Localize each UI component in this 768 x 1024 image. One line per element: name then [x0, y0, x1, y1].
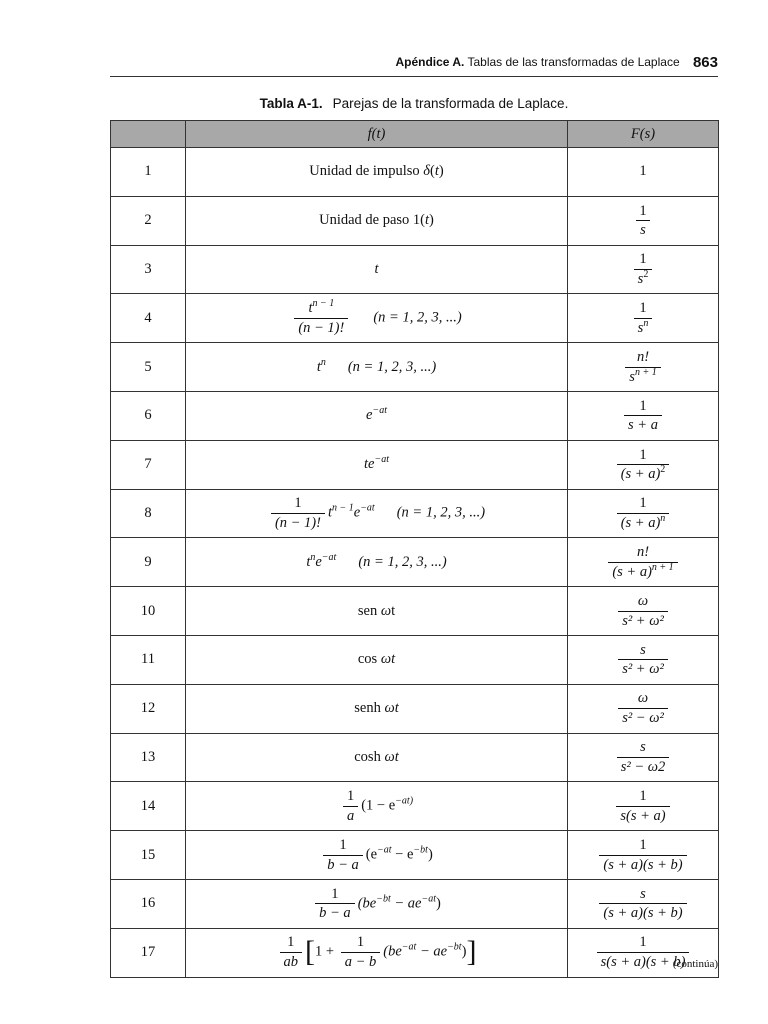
f-cell: $\frac{t^{n - 1}}{(n - 1)!}$ (n = 1, 2, 3, ...)	[186, 294, 568, 343]
table-row	[111, 879, 719, 928]
F-cell: $\frac{1}{s^n}$	[568, 294, 719, 343]
f-cell: t	[186, 245, 568, 294]
F-cell: $\frac{1}{(s + a)^n}$	[568, 489, 719, 538]
f-cell: cos ωt	[186, 635, 568, 684]
F-cell: $\frac{1}{s(s + a)}$	[568, 782, 719, 831]
f-cell: Unidad de impulso δ(t)	[186, 148, 568, 197]
row-number: 6	[111, 391, 186, 440]
continued-note: (continúa)	[672, 958, 718, 970]
table-row	[111, 831, 719, 880]
table-row	[111, 635, 719, 684]
f-cell: $e^{-at}$	[186, 391, 568, 440]
row-number: 7	[111, 440, 186, 489]
f-cell: $\frac{1}{(n - 1)!}$ $t^{n - 1}e^{-at}$ (n = 1, 2, 3, ...)	[186, 489, 568, 538]
table-row	[111, 684, 719, 733]
row-number: 2	[111, 196, 186, 245]
F-cell: $\frac{n!}{s^{n + 1}}$	[568, 343, 719, 392]
header-section: Apéndice A.	[395, 55, 465, 69]
header-index	[111, 121, 186, 148]
F-cell: $\frac{\omega}{\text{s² − ω²}}$	[568, 684, 719, 733]
row-number: 11	[111, 635, 186, 684]
f-cell: $\frac{1}{b - a}$ $(be^{-bt} - ae^{-at})$	[186, 879, 568, 928]
caption-label: Tabla A-1.	[259, 96, 323, 111]
table-row	[111, 294, 719, 343]
table-row	[111, 538, 719, 587]
row-number: 16	[111, 879, 186, 928]
F-cell: $\frac{1}{s^2}$	[568, 245, 719, 294]
row-number: 13	[111, 733, 186, 782]
row-number: 17	[111, 928, 186, 977]
f-cell: $t^ne^{-at}$ (n = 1, 2, 3, ...)	[186, 538, 568, 587]
F-cell: $\frac{1}{s}$	[568, 196, 719, 245]
f-cell: cosh ωt	[186, 733, 568, 782]
table-caption	[110, 96, 718, 111]
f-cell: $te^{-at}$	[186, 440, 568, 489]
row-number: 15	[111, 831, 186, 880]
f-cell: $\frac{1}{a}$ ($1 - e^{-at)}$	[186, 782, 568, 831]
running-header	[110, 50, 718, 77]
caption-text: Parejas de la transformada de Laplace.	[332, 96, 569, 111]
table-row	[111, 733, 719, 782]
f-cell: $\frac{1}{ab}$ [1 + $\frac{1}{a - b}$ $(be^{-at} - ae^{-bt})$]	[186, 928, 568, 977]
table-row	[111, 196, 719, 245]
row-number: 4	[111, 294, 186, 343]
table-row	[111, 489, 719, 538]
table-row	[111, 782, 719, 831]
table-row	[111, 343, 719, 392]
f-cell: $t^n$ (n = 1, 2, 3, ...)	[186, 343, 568, 392]
table-header-row	[111, 121, 719, 148]
table-row	[111, 440, 719, 489]
F-cell: $\frac{1}{(s + a)^2}$	[568, 440, 719, 489]
row-number: 3	[111, 245, 186, 294]
page-number: 863	[692, 54, 718, 71]
F-cell: $\frac{n!}{(s + a)^{n + 1}}$	[568, 538, 719, 587]
f-cell: sen ωt	[186, 587, 568, 636]
table-row	[111, 148, 719, 197]
table-row	[111, 391, 719, 440]
row-number: 5	[111, 343, 186, 392]
row-number: 14	[111, 782, 186, 831]
F-cell: $\frac{s}{\text{s² − ω2}}$	[568, 733, 719, 782]
row-number: 8	[111, 489, 186, 538]
table-row	[111, 928, 719, 977]
header-line	[395, 53, 718, 70]
row-number: 12	[111, 684, 186, 733]
header-Fs: F(s)	[568, 121, 719, 148]
laplace-table	[110, 120, 719, 978]
f-cell: senh ωt	[186, 684, 568, 733]
row-number: 9	[111, 538, 186, 587]
F-cell: $\frac{\omega}{\text{s² + ω²}}$	[568, 587, 719, 636]
F-cell: $\frac{s}{\text{s² + ω²}}$	[568, 635, 719, 684]
row-number: 1	[111, 148, 186, 197]
F-cell: $\frac{1}{(s + a)(s + b)}$	[568, 831, 719, 880]
table-row	[111, 245, 719, 294]
f-cell: $\frac{1}{b - a}$ $(e^{-at} - e^{-bt})$	[186, 831, 568, 880]
header-title: Tablas de las transformadas de Laplace	[467, 55, 680, 69]
F-cell: 1	[568, 148, 719, 197]
F-cell: $\frac{s}{(s + a)(s + b)}$	[568, 879, 719, 928]
f-cell: Unidad de paso 1(t)	[186, 196, 568, 245]
F-cell: $\frac{1}{s + a}$	[568, 391, 719, 440]
header-ft: f(t)	[186, 121, 568, 148]
row-number: 10	[111, 587, 186, 636]
table-row	[111, 587, 719, 636]
F-cell: $\frac{1}{s(s + a)(s + b)}$	[568, 928, 719, 977]
